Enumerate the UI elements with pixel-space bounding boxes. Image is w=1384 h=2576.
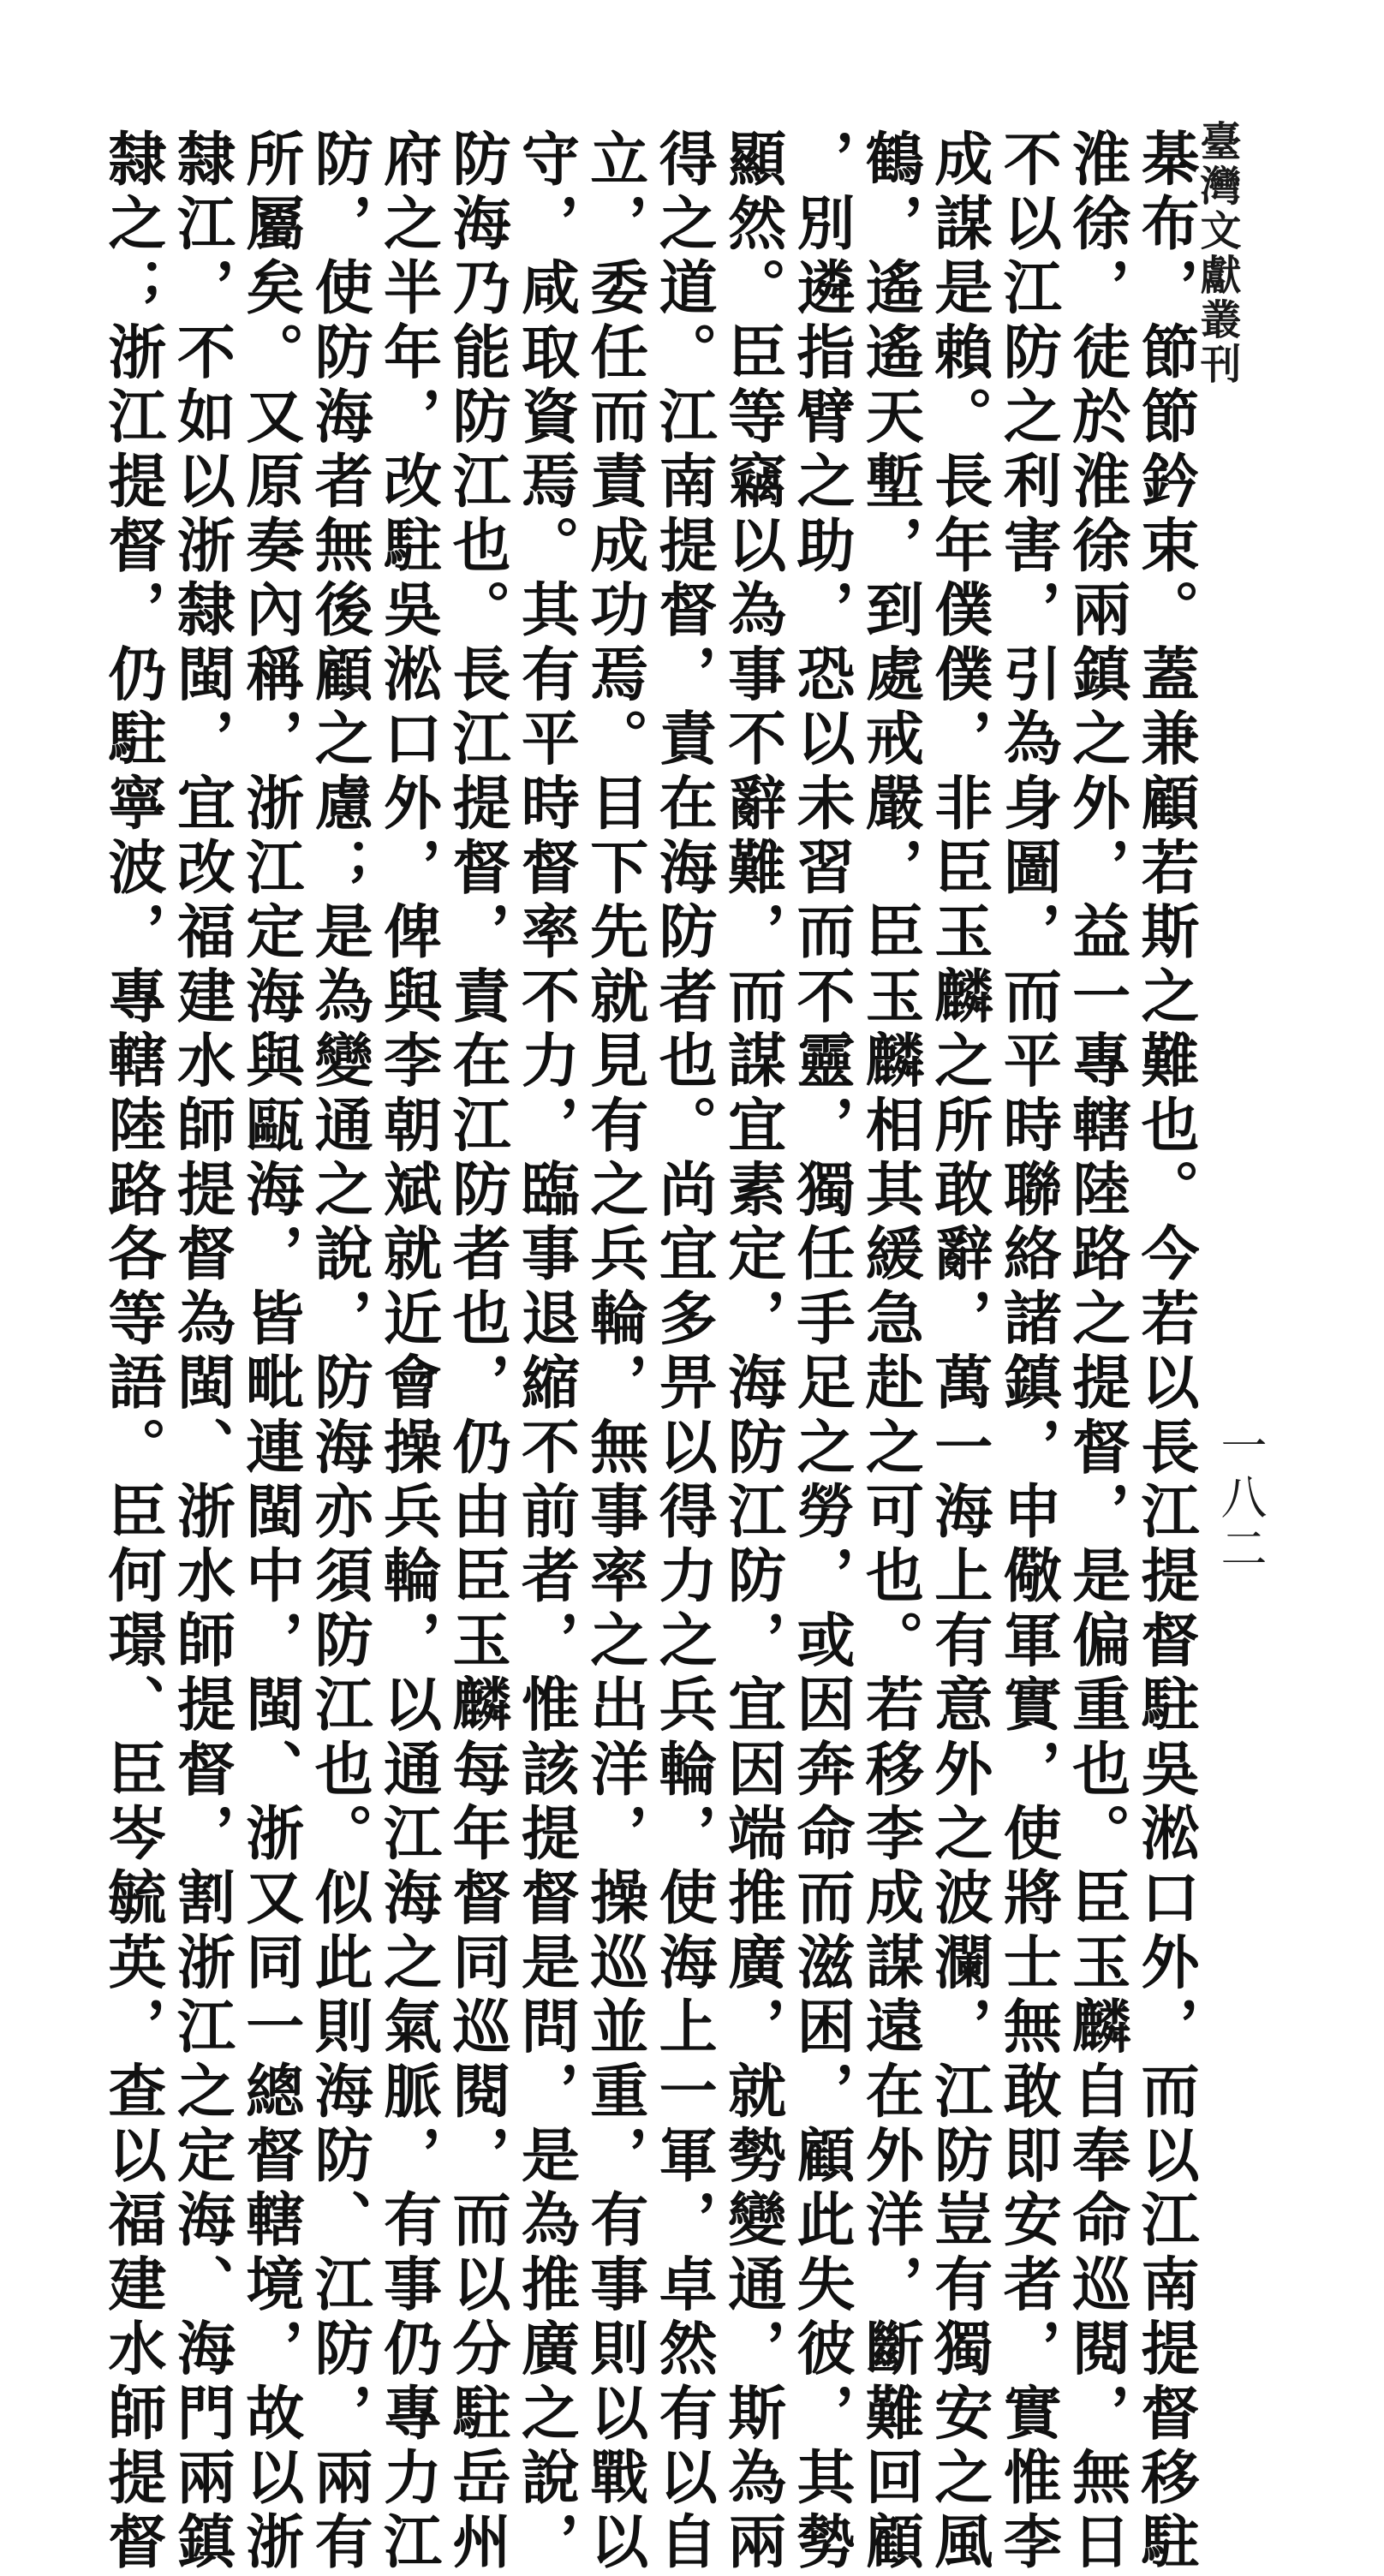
text-column: 得之道。江南提督，責在海防者也。尚宜多畀以得力之兵輪，使海上一軍，卓然有以自 (649, 128, 719, 2576)
text-column: 不以江防之利害，引為身圖，而平時聯絡諸鎮，申儆軍實，使將士無敢即安者，實惟李 (993, 128, 1063, 2576)
page-number: 一八二 (1214, 1422, 1268, 1576)
text-column: 棊布，節節鈐束。蓋兼顧若斯之難也。今若以長江提督駐吳淞口外，而以江南提督移駐 (1131, 128, 1200, 2576)
series-title: 臺灣文獻叢刊 (1193, 120, 1241, 387)
text-column: 鶴，遙遙天塹，到處戒嚴，臣玉麟相其緩急赴之可也。若移李成謀遠在外洋，斷難回顧 (856, 128, 925, 2576)
text-column: 府之半年，改駐吳淞口外，俾與李朝斌就近會操兵輪，以通江海之氣脈，有事仍專力江 (373, 128, 443, 2576)
text-column: 防海乃能防江也。長江提督，責在江防者也，仍由臣玉麟每年督同巡閱，而以分駐岳州 (442, 128, 511, 2576)
text-column: 守，咸取資焉。其有平時督率不力，臨事退縮不前者，惟該提督是問，是為推廣之說， (511, 128, 581, 2576)
text-column: 成謀是賴。長年僕僕，非臣玉麟之所敢辭，萬一海上有意外之波瀾，江防豈有獨安之風 (924, 128, 993, 2576)
text-column: 隸江，不如以浙隸閩，宜改福建水師提督為閩、浙水師提督，割浙江之定海、海門兩鎮 (167, 128, 236, 2576)
text-column: 立，委任而責成功焉。目下先就見有之兵輪，無事率之出洋，操巡並重，有事則以戰以 (580, 128, 649, 2576)
text-column: 隸之；浙江提督，仍駐寧波，專轄陸路各等語。臣何璟、臣岑毓英，查以福建水師提督 (98, 128, 167, 2576)
text-column: 淮徐，徒於淮徐兩鎮之外，益一專轄陸路之提督，是偏重也。臣玉麟自奉命巡閱，無日 (1062, 128, 1131, 2576)
body-text (98, 128, 1201, 2576)
text-column: 所屬矣。又原奏內稱，浙江定海與甌海，皆毗連閩中，閩、浙又同一總督轄境，故以浙 (236, 128, 305, 2576)
text-column: 防，使防海者無後顧之慮；是為變通之說，防海亦須防江也。似此則海防、江防，兩有 (305, 128, 374, 2576)
text-column: 顯然。臣等竊以為事不辭難，而謀宜素定，海防江防，宜因端推廣，就勢變通，斯為兩 (718, 128, 787, 2576)
text-column: ，別遴指臂之助，恐以未習而不靈，獨任手足之勞，或因奔命而滋困，顧此失彼，其勢 (786, 128, 856, 2576)
